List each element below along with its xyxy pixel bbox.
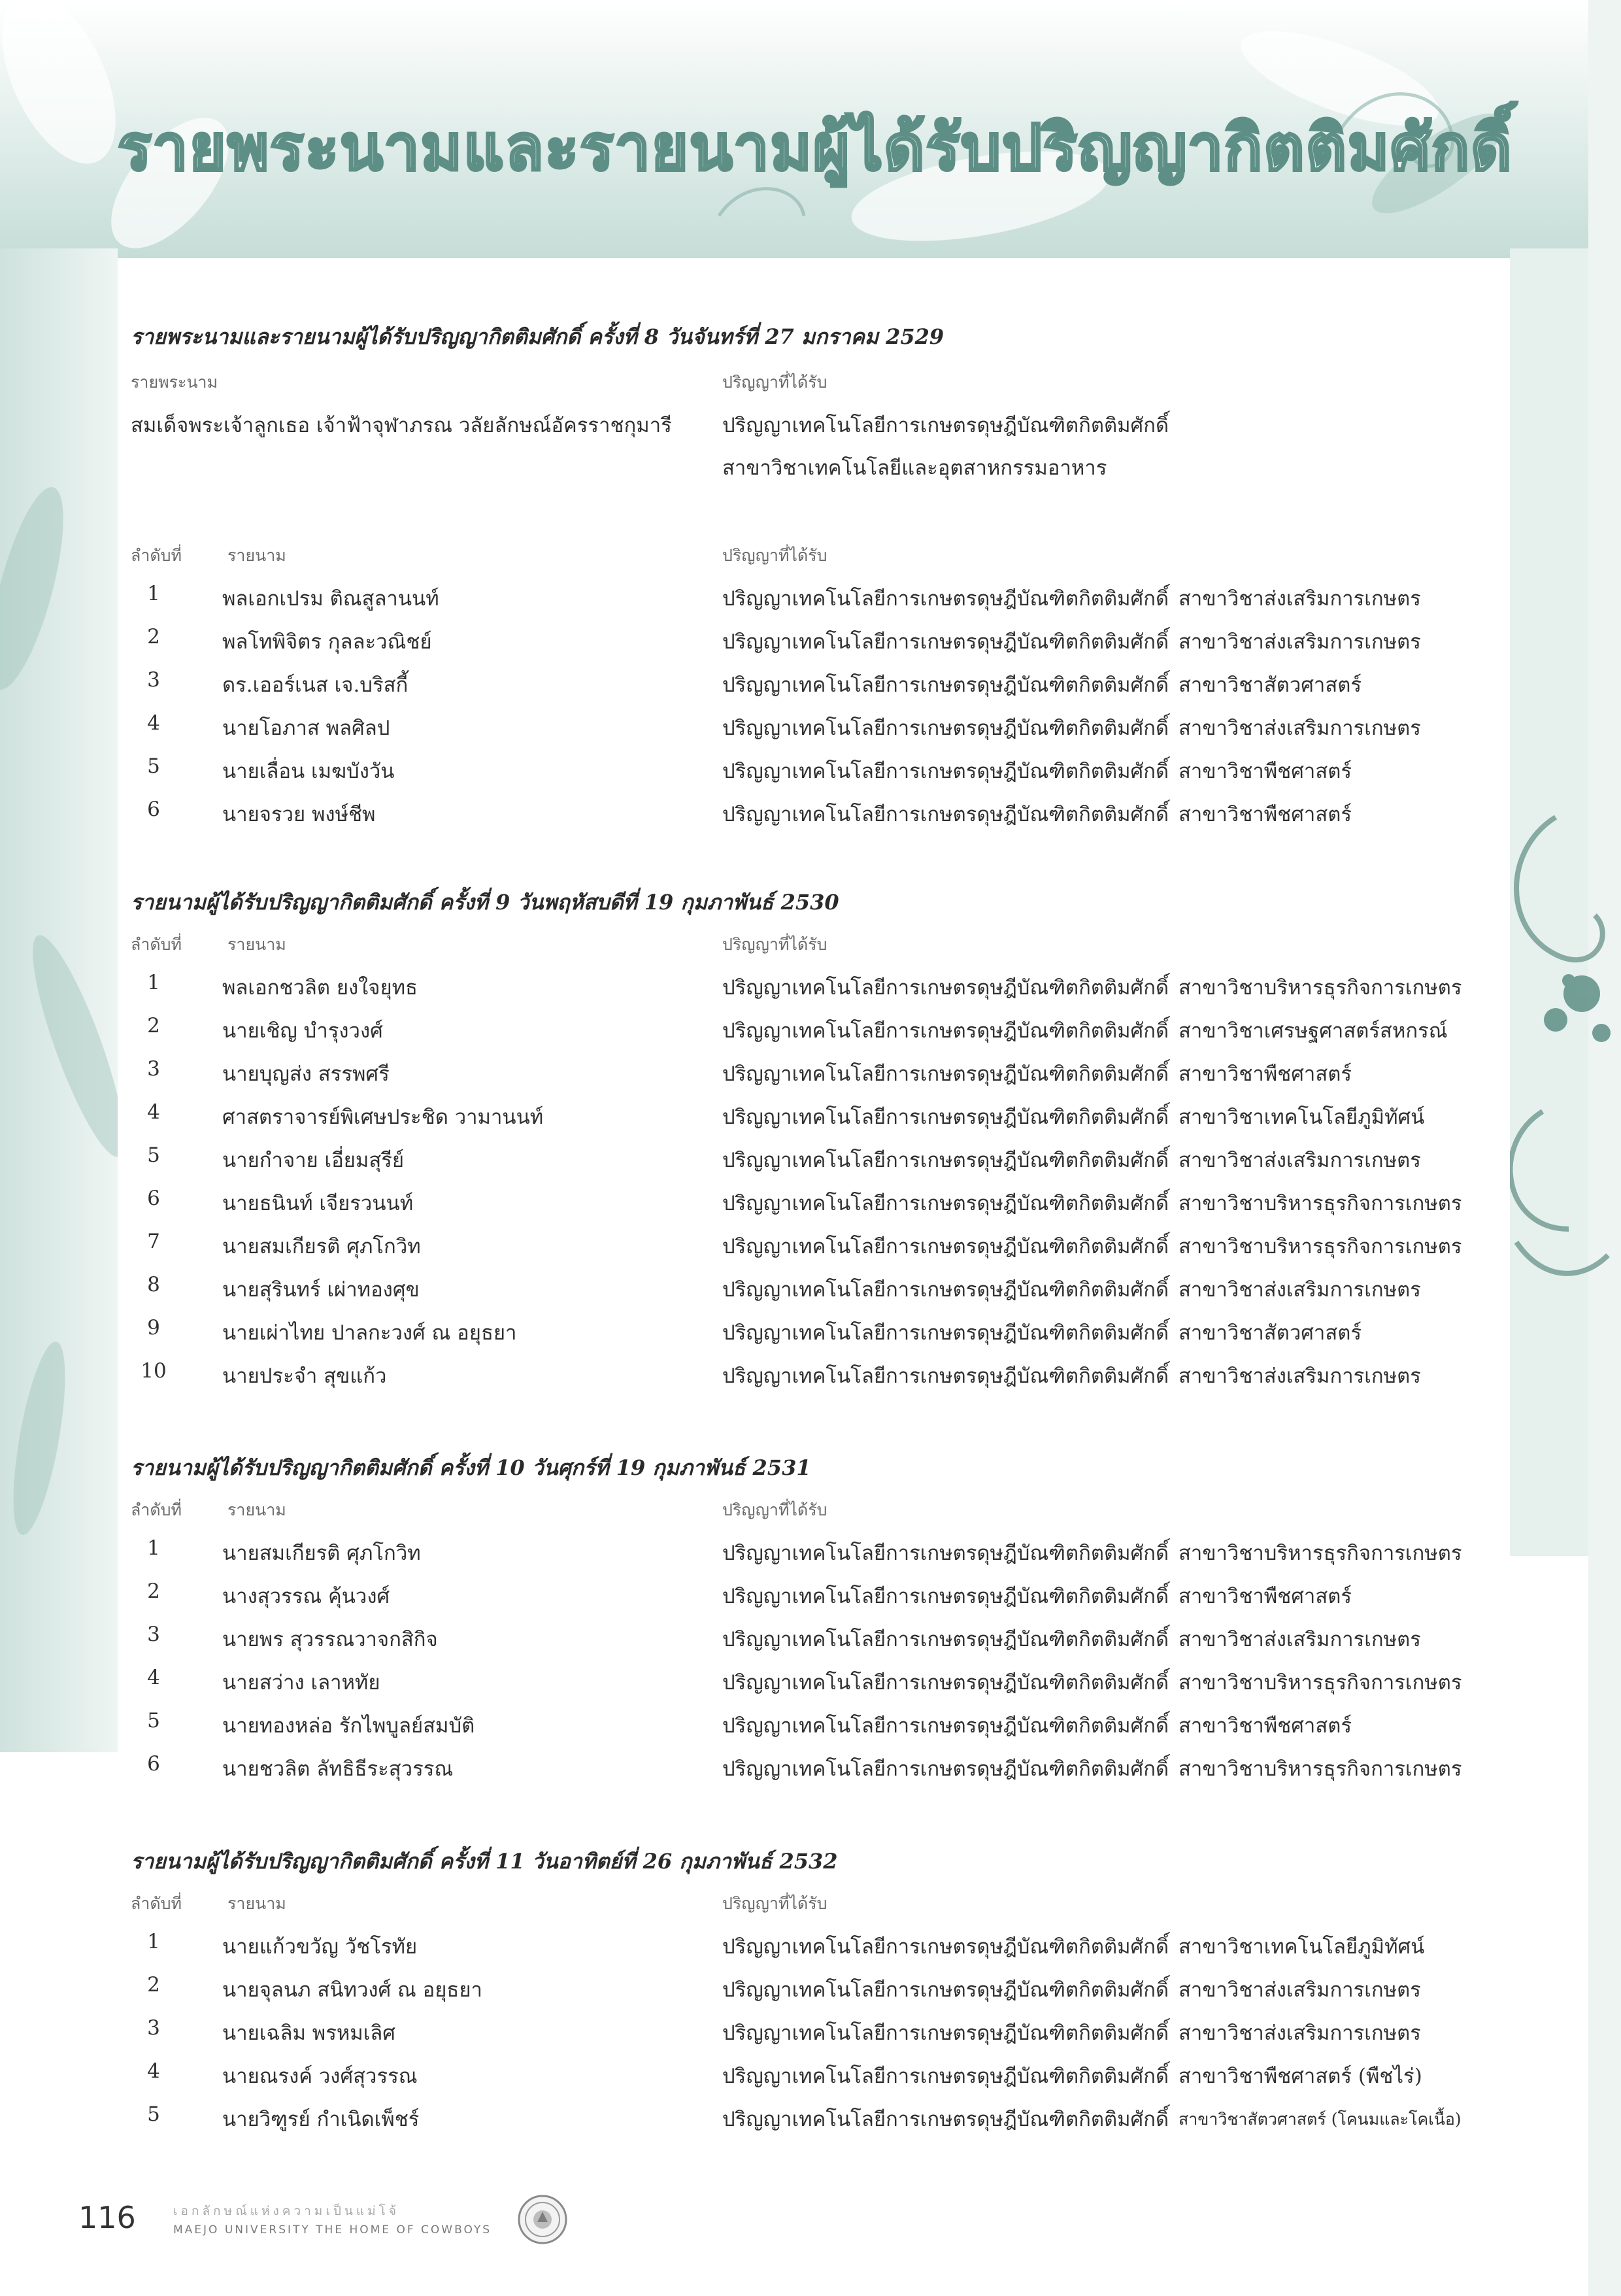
major-name: สาขาวิชาสัตวศาสตร์ [1178,673,1362,697]
table-row [131,1230,1516,1269]
degree-name: ปริญญาเทคโนโลยีการเกษตรดุษฎีบัณฑิตกิตติมศักดิ์ [722,1062,1169,1086]
table-row [131,754,1516,794]
major-name: สาขาวิชาส่งเสริมการเกษตร [1178,1278,1421,1302]
degree-name: ปริญญาเทคโนโลยีการเกษตรดุษฎีบัณฑิตกิตติมศักดิ์ [722,976,1169,1000]
degree-name: ปริญญาเทคโนโลยีการเกษตรดุษฎีบัณฑิตกิตติมศักดิ์ [722,1321,1169,1345]
degree-name: ปริญญาเทคโนโลยีการเกษตรดุษฎีบัณฑิตกิตติมศักดิ์ [722,1757,1169,1781]
table-row [131,1536,1516,1576]
recipient-name: นายโอภาส พลศิลป [222,717,390,740]
degree-name: ปริญญาเทคโนโลยีการเกษตรดุษฎีบัณฑิตกิตติมศักดิ์ [722,1585,1169,1608]
recipient-name: พลเอกชวลิต ยงใจยุทธ [222,976,418,1000]
column-header-no: ลำดับที่ [131,935,182,954]
table-row [131,582,1516,621]
major-name: สาขาวิชาสัตวศาสตร์ [1178,1321,1362,1345]
major-name: สาขาวิชาพืชศาสตร์ (พืชไร่) [1178,2065,1422,2088]
row-number: 10 [141,1359,167,1383]
royal-name-header: รายพระนาม [131,373,218,392]
table-row [131,668,1516,707]
major-name: สาขาวิชาบริหารธุรกิจการเกษตร [1178,1757,1462,1781]
recipient-name: นายสุรินทร์ เผ่าทองศุข [222,1278,420,1302]
recipient-name: พลโทพิจิตร กุลละวณิชย์ [222,630,432,654]
major-name: สาขาวิชาส่งเสริมการเกษตร [1178,1628,1421,1651]
column-header-degree: ปริญญาที่ได้รับ [722,546,827,565]
recipient-name: นายจุลนภ สนิทวงศ์ ณ อยุธยา [222,1978,482,2002]
row-number: 3 [147,2016,160,2040]
major-name: สาขาวิชาบริหารธุรกิจการเกษตร [1178,976,1462,1000]
royal-degree: ปริญญาเทคโนโลยีการเกษตรดุษฎีบัณฑิตกิตติมศักดิ์ [722,414,1169,437]
degree-name: ปริญญาเทคโนโลยีการเกษตรดุษฎีบัณฑิตกิตติมศักดิ์ [722,1106,1169,1129]
row-number: 4 [147,2059,160,2083]
table-row [131,1316,1516,1355]
major-name: สาขาวิชาบริหารธุรกิจการเกษตร [1178,1542,1462,1565]
section-title: รายนามผู้ได้รับปริญญากิตติมศักดิ์ ครั้งที่ 9 วันพฤหัสบดีที่ 19 กุมภาพันธ์ 2530 [131,890,839,915]
major-name: สาขาวิชาเทคโนโลยีภูมิทัศน์ [1178,1106,1425,1129]
degree-name: ปริญญาเทคโนโลยีการเกษตรดุษฎีบัณฑิตกิตติมศักดิ์ [722,1364,1169,1388]
degree-name: ปริญญาเทคโนโลยีการเกษตรดุษฎีบัณฑิตกิตติมศักดิ์ [722,717,1169,740]
degree-name: ปริญญาเทคโนโลยีการเกษตรดุษฎีบัณฑิตกิตติมศักดิ์ [722,760,1169,783]
table-row [131,1187,1516,1226]
row-number: 3 [147,1623,160,1646]
degree-name: ปริญญาเทคโนโลยีการเกษตรดุษฎีบัณฑิตกิตติมศักดิ์ [722,1192,1169,1215]
row-number: 5 [147,2102,160,2126]
major-name: สาขาวิชาพืชศาสตร์ [1178,1714,1352,1738]
row-number: 6 [147,798,160,821]
column-header-name: รายนาม [227,546,286,565]
recipient-name: นายประจำ สุขแก้ว [222,1364,387,1388]
recipient-name: พลเอกเปรม ติณสูลานนท์ [222,587,439,611]
table-row [131,1273,1516,1312]
section-title: รายพระนามและรายนามผู้ได้รับปริญญากิตติมศักดิ์ ครั้งที่ 8 วันจันทร์ที่ 27 มกราคม 2529 [131,324,944,349]
degree-name: ปริญญาเทคโนโลยีการเกษตรดุษฎีบัณฑิตกิตติมศักดิ์ [722,1542,1169,1565]
table-row [131,2016,1516,2055]
recipient-name: นายสมเกียรติ ศุภโกวิท [222,1542,421,1565]
column-header-degree: ปริญญาที่ได้รับ [722,1894,827,1913]
row-number: 2 [147,1014,160,1038]
degree-name: ปริญญาเทคโนโลยีการเกษตรดุษฎีบัณฑิตกิตติมศักดิ์ [722,587,1169,611]
table-row [131,1143,1516,1183]
royal-name: สมเด็จพระเจ้าลูกเธอ เจ้าฟ้าจุฬาภรณ วลัยลักษณ์อัครราชกุมารี [131,414,672,437]
major-name: สาขาวิชาส่งเสริมการเกษตร [1178,2021,1421,2045]
degree-name: ปริญญาเทคโนโลยีการเกษตรดุษฎีบัณฑิตกิตติมศักดิ์ [722,1149,1169,1172]
table-row [131,1579,1516,1619]
major-name: สาขาวิชาบริหารธุรกิจการเกษตร [1178,1192,1462,1215]
major-name: สาขาวิชาพืชศาสตร์ [1178,1062,1352,1086]
degree-name: ปริญญาเทคโนโลยีการเกษตรดุษฎีบัณฑิตกิตติมศักดิ์ [722,630,1169,654]
section-title: รายนามผู้ได้รับปริญญากิตติมศักดิ์ ครั้งที่ 10 วันศุกร์ที่ 19 กุมภาพันธ์ 2531 [131,1455,811,1480]
table-row [131,1752,1516,1791]
degree-name: ปริญญาเทคโนโลยีการเกษตรดุษฎีบัณฑิตกิตติมศักดิ์ [722,2108,1169,2131]
degree-name: ปริญญาเทคโนโลยีการเกษตรดุษฎีบัณฑิตกิตติมศักดิ์ [722,803,1169,826]
page-footer [78,2200,732,2265]
table-row [131,2059,1516,2099]
recipient-name: ศาสตราจารย์พิเศษประชิด วามานนท์ [222,1106,544,1129]
row-number: 5 [147,754,160,778]
row-number: 4 [147,1100,160,1124]
column-header-degree: ปริญญาที่ได้รับ [722,1500,827,1519]
royal-degree-header: ปริญญาที่ได้รับ [722,373,827,392]
major-name: สาขาวิชาส่งเสริมการเกษตร [1178,587,1421,611]
row-number: 5 [147,1709,160,1732]
row-number: 1 [147,582,160,605]
major-name: สาขาวิชาสัตวศาสตร์ (โคนมและโคเนื้อ) [1178,2110,1462,2129]
row-number: 4 [147,1666,160,1689]
row-number: 8 [147,1273,160,1296]
major-name: สาขาวิชาเศรษฐศาสตร์สหกรณ์ [1178,1019,1448,1043]
column-header-name: รายนาม [227,935,286,954]
major-name: สาขาวิชาส่งเสริมการเกษตร [1178,630,1421,654]
row-number: 1 [147,1536,160,1560]
row-number: 1 [147,971,160,994]
degree-name: ปริญญาเทคโนโลยีการเกษตรดุษฎีบัณฑิตกิตติมศักดิ์ [722,1019,1169,1043]
recipient-name: นายบุญส่ง สรรพศรี [222,1062,390,1086]
recipient-name: นายจรวย พงษ์ชีพ [222,803,376,826]
row-number: 3 [147,668,160,692]
row-number: 2 [147,1973,160,1997]
table-row [131,711,1516,751]
row-number: 4 [147,711,160,735]
major-name: สาขาวิชาบริหารธุรกิจการเกษตร [1178,1235,1462,1258]
recipient-name: ดร.เออร์เนส เจ.บริสกี้ [222,673,409,697]
recipient-name: นายพร สุวรรณวาจกสิกิจ [222,1628,438,1651]
degree-name: ปริญญาเทคโนโลยีการเกษตรดุษฎีบัณฑิตกิตติมศักดิ์ [722,1278,1169,1302]
table-row [131,2102,1516,2142]
table-row [131,1930,1516,1969]
table-row [131,1057,1516,1096]
column-header-name: รายนาม [227,1500,286,1519]
royal-major: สาขาวิชาเทคโนโลยีและอุตสาหกรรมอาหาร [722,456,1107,480]
recipient-name: นายสมเกียรติ ศุภโกวิท [222,1235,421,1258]
table-row [131,1100,1516,1140]
footer-thai-slogan: เอกลักษณ์แห่งความเป็นแม่โจ้ [173,2204,399,2218]
recipient-name: นายทองหล่อ รักไพบูลย์สมบัติ [222,1714,475,1738]
degree-name: ปริญญาเทคโนโลยีการเกษตรดุษฎีบัณฑิตกิตติมศักดิ์ [722,1235,1169,1258]
footer-english-slogan: MAEJO UNIVERSITY THE HOME OF COWBOYS [173,2223,492,2237]
degree-name: ปริญญาเทคโนโลยีการเกษตรดุษฎีบัณฑิตกิตติมศักดิ์ [722,2021,1169,2045]
recipient-name: นายเลื่อน เมฆบังวัน [222,760,395,783]
degree-name: ปริญญาเทคโนโลยีการเกษตรดุษฎีบัณฑิตกิตติมศักดิ์ [722,1671,1169,1695]
page-title: รายพระนามและรายนามผู้ได้รับปริญญากิตติมศักดิ์ [118,111,1513,184]
recipient-name: นายกำจาย เอี่ยมสุรีย์ [222,1149,405,1172]
column-header-degree: ปริญญาที่ได้รับ [722,935,827,954]
recipient-name: นายวิฑูรย์ กำเนิดเพ็ชร์ [222,2108,420,2131]
recipient-name: นายเผ่าไทย ปาลกะวงศ์ ณ อยุธยา [222,1321,517,1345]
recipient-name: นายสว่าง เลาหทัย [222,1671,380,1695]
degree-name: ปริญญาเทคโนโลยีการเกษตรดุษฎีบัณฑิตกิตติมศักดิ์ [722,2065,1169,2088]
row-number: 6 [147,1187,160,1210]
table-row [131,1666,1516,1705]
column-header-no: ลำดับที่ [131,546,182,565]
major-name: สาขาวิชาส่งเสริมการเกษตร [1178,1364,1421,1388]
row-number: 6 [147,1752,160,1776]
row-number: 9 [147,1316,160,1340]
major-name: สาขาวิชาบริหารธุรกิจการเกษตร [1178,1671,1462,1695]
degree-name: ปริญญาเทคโนโลยีการเกษตรดุษฎีบัณฑิตกิตติมศักดิ์ [722,1628,1169,1651]
major-name: สาขาวิชาส่งเสริมการเกษตร [1178,1978,1421,2002]
recipient-name: นายแก้วขวัญ วัชโรทัย [222,1935,418,1959]
column-header-no: ลำดับที่ [131,1894,182,1913]
major-name: สาขาวิชาเทคโนโลยีภูมิทัศน์ [1178,1935,1425,1959]
page-number: 116 [78,2200,136,2235]
column-header-name: รายนาม [227,1894,286,1913]
table-row [131,971,1516,1010]
table-row [131,1359,1516,1398]
major-name: สาขาวิชาส่งเสริมการเกษตร [1178,1149,1421,1172]
column-header-no: ลำดับที่ [131,1500,182,1519]
recipient-name: นางสุวรรณ คุ้นวงศ์ [222,1585,390,1608]
row-number: 2 [147,625,160,649]
major-name: สาขาวิชาส่งเสริมการเกษตร [1178,717,1421,740]
major-name: สาขาวิชาพืชศาสตร์ [1178,760,1352,783]
row-number: 3 [147,1057,160,1081]
recipient-name: นายเฉลิม พรหมเลิศ [222,2021,395,2045]
table-row [131,1623,1516,1662]
row-number: 5 [147,1143,160,1167]
table-row [131,1709,1516,1748]
row-number: 1 [147,1930,160,1953]
degree-name: ปริญญาเทคโนโลยีการเกษตรดุษฎีบัณฑิตกิตติมศักดิ์ [722,1714,1169,1738]
row-number: 7 [147,1230,160,1253]
table-row [131,1973,1516,2012]
table-row [131,625,1516,664]
recipient-name: นายณรงค์ วงศ์สุวรรณ [222,2065,418,2088]
recipient-name: นายเชิญ บำรุงวงศ์ [222,1019,383,1043]
recipient-name: นายธนินท์ เจียรวนนท์ [222,1192,414,1215]
major-name: สาขาวิชาพืชศาสตร์ [1178,803,1352,826]
table-row [131,1014,1516,1053]
row-number: 2 [147,1579,160,1603]
major-name: สาขาวิชาพืชศาสตร์ [1178,1585,1352,1608]
section-title: รายนามผู้ได้รับปริญญากิตติมศักดิ์ ครั้งที่ 11 วันอาทิตย์ที่ 26 กุมภาพันธ์ 2532 [131,1849,838,1874]
degree-name: ปริญญาเทคโนโลยีการเกษตรดุษฎีบัณฑิตกิตติมศักดิ์ [722,1935,1169,1959]
university-seal-icon [516,2193,569,2246]
degree-name: ปริญญาเทคโนโลยีการเกษตรดุษฎีบัณฑิตกิตติมศักดิ์ [722,673,1169,697]
table-row [131,798,1516,837]
recipient-name: นายชวลิต ลัทธิธีระสุวรรณ [222,1757,454,1781]
degree-name: ปริญญาเทคโนโลยีการเกษตรดุษฎีบัณฑิตกิตติมศักดิ์ [722,1978,1169,2002]
